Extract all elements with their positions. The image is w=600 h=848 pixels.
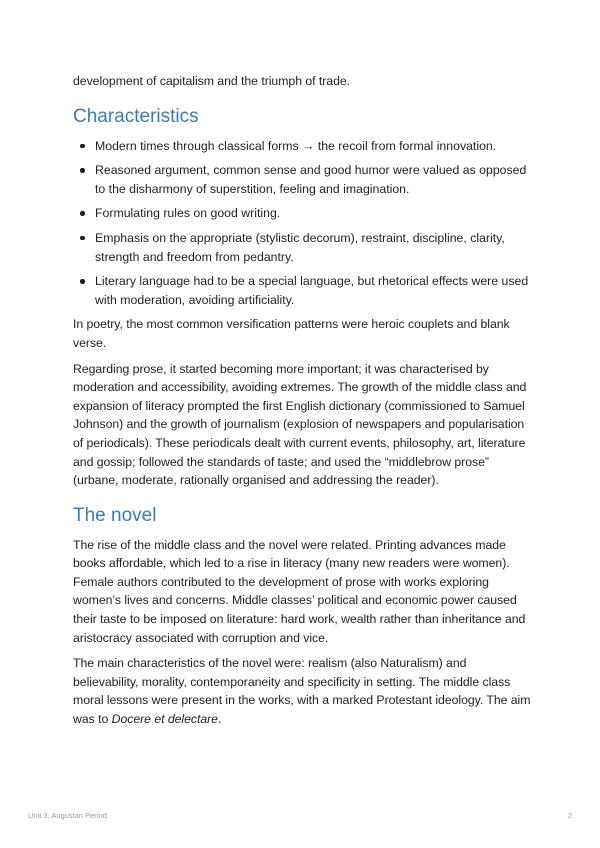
footer-unit-title: Unit 3: Augustan Period (28, 811, 107, 820)
list-item (73, 161, 533, 198)
list-item-text: Emphasis on the appropriate (stylistic decorum), restraint, discipline, clarity, strength and freedom from pedantry. (95, 230, 505, 264)
bullet-icon (80, 211, 85, 216)
novel-paragraph-1: The rise of the middle class and the novel were related. Printing advances made books affordable, which led to a rise in literacy (many new readers were women). Female authors contributed to the development of prose with works exploring women’s lives and concerns. Middle classes’ political and economic power caused their taste to be imposed on literature: hard work, wealth rather than inheritance and aristocracy associated with corruption and vice. (73, 537, 526, 645)
page-number: 2 (567, 811, 572, 820)
bullet-icon (80, 144, 85, 149)
list-item (73, 272, 533, 309)
novel-paragraph-2 (73, 654, 533, 728)
list-item-text: Formulating rules on good writing. (95, 206, 281, 221)
list-item (73, 229, 533, 266)
list-item-text: Modern times through classical forms → the recoil from formal innovation. (95, 138, 497, 153)
novel-paragraph-2-end: . (217, 712, 222, 727)
novel-paragraph-2-text: The main characteristics of the novel were: realism (also Naturalism) and believability, morality, contemporaneity and specificity in setting. The middle class moral lessons were present in the works, with a marked Protestant ideology. The aim was to (73, 656, 531, 727)
prose-paragraph: Regarding prose, it started becoming more important; it was characterised by moderation and accessibility, avoiding extremes. The growth of the middle class and expansion of literacy prompted the first English dictionary (commissioned to Samuel Johnson) and the growth of journalism (explosion of newspapers and popularisation of periodicals). These periodicals dealt with current events, philosophy, art, literature and gossip; followed the standards of taste; and used the “middlebrow prose” (urbane, moderate, rationally organised and addressing the reader). (73, 361, 527, 488)
intro-paragraph: development of capitalism and the triumph of trade. (73, 74, 351, 88)
document-page (73, 72, 533, 736)
characteristics-list (73, 137, 533, 310)
list-item (73, 137, 533, 156)
list-item (73, 204, 533, 223)
list-item-text: Literary language had to be a special language, but rhetorical effects were used with moderation, avoiding artificiality. (95, 274, 529, 307)
poetry-paragraph: In poetry, the most common versification patterns were heroic couplets and blank verse. (73, 317, 510, 350)
characteristics-heading: Characteristics (73, 105, 199, 127)
bullet-icon (80, 168, 85, 173)
bullet-icon (80, 236, 85, 241)
list-item-text: Reasoned argument, common sense and good humor were valued as opposed to the disharmony of superstition, feeling and imagination. (95, 163, 527, 196)
latin-phrase: Docere et delectare (111, 712, 218, 727)
bullet-icon (80, 279, 85, 284)
novel-heading: The novel (73, 504, 157, 526)
page-footer (28, 811, 572, 820)
